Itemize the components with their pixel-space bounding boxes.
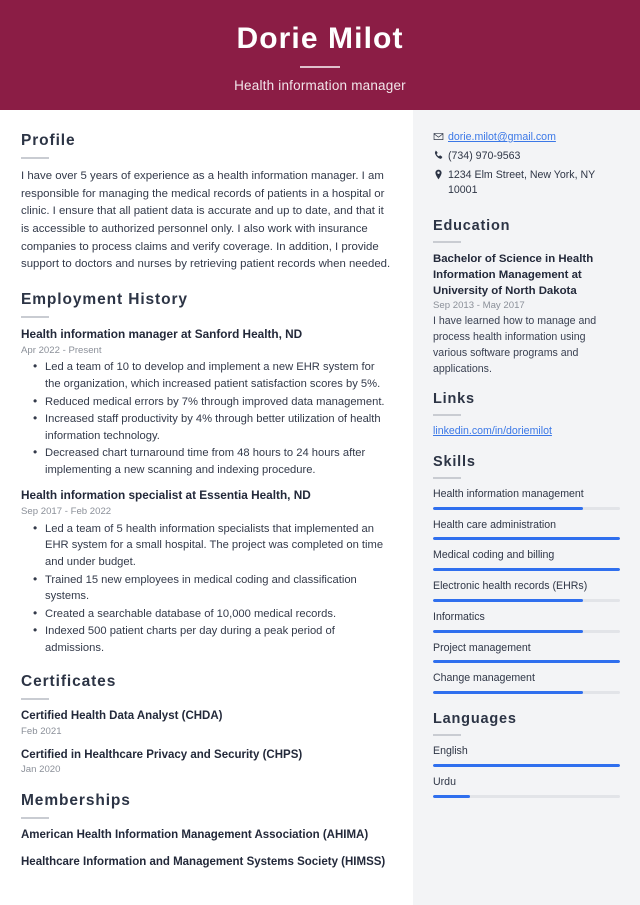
membership-item: American Health Information Management Association (AHIMA)	[21, 829, 369, 842]
certificate-entry	[21, 748, 391, 776]
certificate-date: Jan 2020	[21, 764, 61, 776]
profile-heading: Profile	[21, 132, 76, 149]
skill-fill	[433, 691, 583, 694]
education-heading: Education	[433, 218, 511, 235]
profile-section	[21, 132, 391, 274]
skill-label: Electronic health records (EHRs)	[433, 580, 588, 593]
job-entry	[21, 488, 391, 656]
language-fill	[433, 764, 620, 767]
job-title: Health information manager at Sanford Health, ND	[21, 327, 303, 342]
skills-section	[433, 454, 620, 694]
certificate-title: Certified Health Data Analyst (CHDA)	[21, 710, 223, 723]
skill-fill	[433, 568, 620, 571]
memberships-section	[21, 792, 391, 870]
languages-heading: Languages	[433, 711, 517, 728]
main-column	[0, 110, 413, 905]
languages-section	[433, 711, 620, 798]
sidebar-column	[413, 110, 640, 905]
candidate-job-title: Health information manager	[234, 77, 406, 93]
skills-heading: Skills	[433, 453, 476, 470]
email-value[interactable]: dorie.milot@gmail.com	[448, 131, 556, 143]
link-linkedin[interactable]: linkedin.com/in/doriemilot	[433, 424, 552, 437]
skills-heading-rule	[433, 477, 461, 479]
skill-item	[433, 672, 620, 694]
skill-track	[433, 691, 620, 694]
language-label: Urdu	[433, 776, 456, 789]
certificate-title: Certified in Healthcare Privacy and Security (CHPS)	[21, 748, 303, 761]
skill-fill	[433, 599, 583, 602]
contact-list	[433, 130, 620, 198]
skill-track	[433, 507, 620, 510]
links-heading: Links	[433, 390, 475, 407]
phone-icon	[433, 149, 448, 161]
skill-fill	[433, 630, 583, 633]
skill-item	[433, 611, 620, 633]
certificate-entry	[21, 709, 391, 737]
skill-label: Informatics	[433, 610, 485, 623]
job-bullet-list	[21, 359, 391, 478]
language-item	[433, 745, 620, 767]
employment-section	[21, 291, 391, 656]
skill-fill	[433, 660, 620, 663]
memberships-heading: Memberships	[21, 792, 131, 810]
job-bullet: • Led a team of 5 health information specialists that implemented an EHR system for a small hospital. The project was completed on time and under budget.	[45, 521, 391, 571]
membership-item: Healthcare Information and Management Systems Society (HIMSS)	[21, 855, 386, 868]
education-degree: Bachelor of Science in Health Information Management at University of North Dakota	[433, 253, 594, 297]
resume-body	[0, 110, 640, 905]
skill-track	[433, 660, 620, 663]
skill-fill	[433, 537, 620, 540]
skill-label: Project management	[433, 641, 531, 654]
candidate-name: Dorie Milot	[236, 21, 404, 55]
job-bullet: • Indexed 500 patient charts per day during a peak period of admissions.	[45, 623, 391, 656]
skill-track	[433, 599, 620, 602]
languages-heading-rule	[433, 734, 461, 736]
skill-label: Change management	[433, 672, 535, 685]
skill-item	[433, 580, 620, 602]
job-entry	[21, 327, 391, 478]
profile-text: I have over 5 years of experience as a health information manager. I am responsible for managing the medical records of patients in a hospital or clinic. I ensure that all patient data is accurate and up to date, and that it is accessible to authorized personnel only. I also work with insurance companies to process claims and verify coverage. In addition, I provide support to doctors and nurses by retrieving patient records when needed.	[21, 170, 391, 271]
job-bullet: • Decreased chart turnaround time from 48 hours to 24 hours after implementing a new scanning and indexing procedure.	[45, 445, 391, 478]
skill-item	[433, 519, 620, 541]
contact-row-address	[433, 168, 620, 198]
language-track	[433, 795, 620, 798]
skill-track	[433, 568, 620, 571]
job-bullet: • Created a searchable database of 10,000 medical records.	[45, 606, 391, 623]
job-date: Sep 2017 - Feb 2022	[21, 506, 112, 518]
skill-fill	[433, 507, 583, 510]
links-section	[433, 391, 620, 437]
language-fill	[433, 795, 470, 798]
header-divider	[300, 66, 340, 68]
job-bullet: • Reduced medical errors by 7% through improved data management.	[45, 394, 391, 411]
skill-item	[433, 549, 620, 571]
certificates-heading-rule	[21, 698, 49, 700]
job-title: Health information specialist at Essentia Health, ND	[21, 488, 311, 503]
certificates-section	[21, 673, 391, 775]
language-item	[433, 776, 620, 798]
skill-track	[433, 537, 620, 540]
phone-value: (734) 970-9563	[448, 150, 521, 163]
language-label: English	[433, 745, 468, 758]
education-description: I have learned how to manage and process health information using various software programs and applications.	[433, 315, 597, 375]
envelope-icon	[433, 130, 448, 142]
employment-heading-rule	[21, 316, 49, 318]
skill-track	[433, 630, 620, 633]
profile-heading-rule	[21, 157, 49, 159]
skill-label: Medical coding and billing	[433, 549, 555, 562]
education-date: Sep 2013 - May 2017	[433, 300, 525, 312]
job-bullet-list	[21, 521, 391, 657]
job-date: Apr 2022 - Present	[21, 344, 102, 356]
resume-header	[0, 0, 640, 110]
certificate-date: Feb 2021	[21, 725, 62, 737]
memberships-heading-rule	[21, 817, 49, 819]
contact-row-phone	[433, 149, 620, 164]
job-bullet: • Trained 15 new employees in medical coding and classification systems.	[45, 572, 391, 605]
education-section	[433, 218, 620, 378]
location-pin-icon	[433, 168, 448, 180]
skill-label: Health care administration	[433, 518, 557, 531]
language-track	[433, 764, 620, 767]
contact-row-email[interactable]	[433, 130, 620, 145]
skill-item	[433, 488, 620, 510]
education-heading-rule	[433, 241, 461, 243]
job-bullet: • Led a team of 10 to develop and implement a new EHR system for the organization, which increased patient satisfaction scores by 5%.	[45, 359, 391, 392]
links-heading-rule	[433, 414, 461, 416]
skill-item	[433, 642, 620, 664]
skill-label: Health information management	[433, 487, 584, 500]
job-bullet: • Increased staff productivity by 4% through better utilization of health information technology.	[45, 411, 391, 444]
employment-heading: Employment History	[21, 291, 188, 309]
address-value: 1234 Elm Street, New York, NY 10001	[448, 169, 596, 197]
certificates-heading: Certificates	[21, 673, 117, 691]
